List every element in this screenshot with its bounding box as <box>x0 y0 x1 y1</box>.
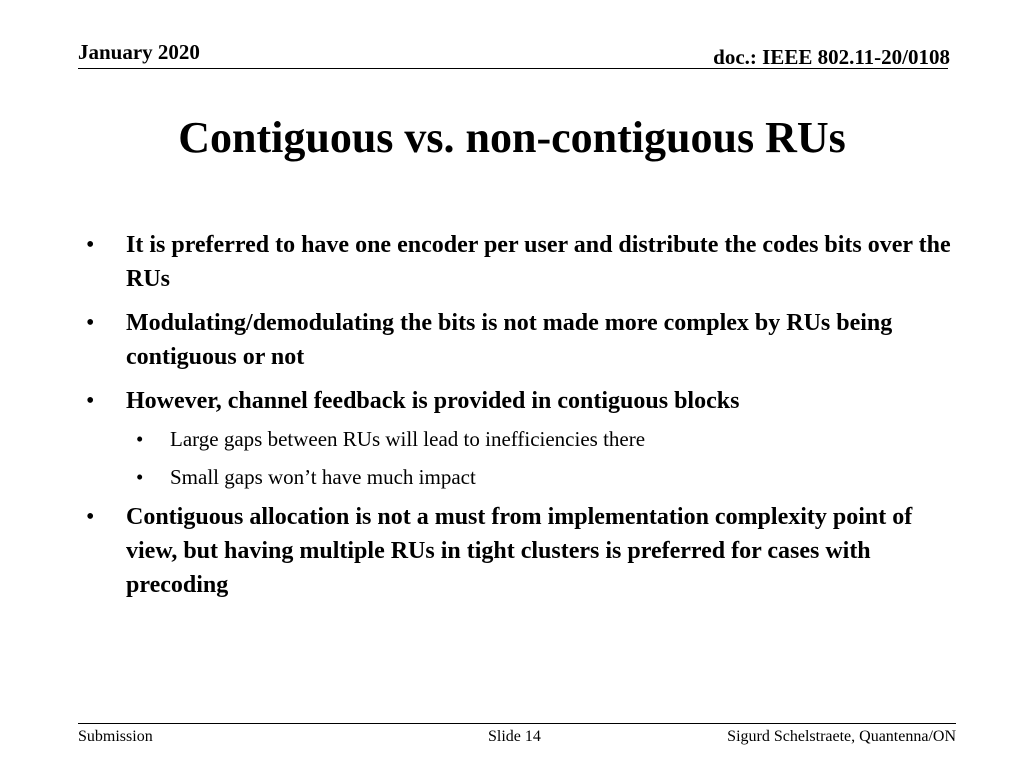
bullet-text: It is preferred to have one encoder per user and distribute the codes bits over the RUs <box>126 232 951 292</box>
bullet-item <box>82 306 952 374</box>
bullet-item <box>82 228 952 296</box>
sub-bullet-item <box>82 424 952 454</box>
header-date: January 2020 <box>78 40 200 64</box>
bullet-marker: • <box>86 232 95 258</box>
header-doc-id: doc.: IEEE 802.11-20/0108 <box>713 45 950 69</box>
footer-divider <box>78 723 956 724</box>
footer-submission: Submission <box>78 728 153 745</box>
sub-bullet-marker: • <box>136 465 144 489</box>
sub-bullet-item <box>82 462 952 492</box>
bullet-item <box>82 500 952 602</box>
bullet-item <box>82 384 952 418</box>
footer-slide-number: Slide 14 <box>488 728 541 745</box>
bullet-text: However, channel feedback is provided in contiguous blocks <box>126 388 740 414</box>
bullet-list <box>82 228 952 612</box>
bullet-marker: • <box>86 310 95 336</box>
sub-bullet-text: Large gaps between RUs will lead to inefficiencies there <box>170 427 646 451</box>
bullet-text: Contiguous allocation is not a must from implementation complexity point of view, but having multiple RUs in tight clusters is preferred for cases with precoding <box>126 504 913 598</box>
bullet-text: Modulating/demodulating the bits is not made more complex by RUs being contiguous or not <box>126 310 893 370</box>
bullet-marker: • <box>86 504 95 530</box>
header-divider <box>78 68 948 69</box>
footer-author: Sigurd Schelstraete, Quantenna/ON <box>727 728 956 745</box>
sub-bullet-text: Small gaps won’t have much impact <box>170 465 476 489</box>
slide-title: Contiguous vs. non-contiguous RUs <box>178 113 846 162</box>
bullet-marker: • <box>86 388 95 414</box>
sub-bullet-marker: • <box>136 427 144 451</box>
